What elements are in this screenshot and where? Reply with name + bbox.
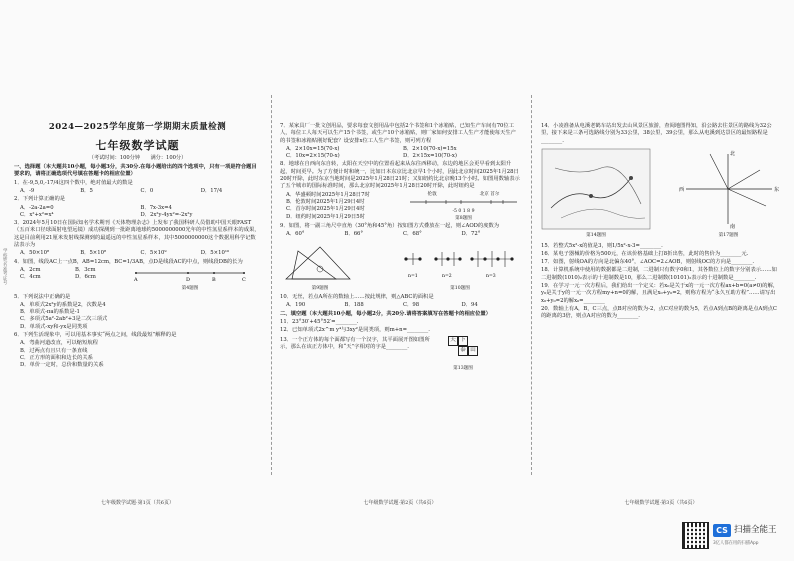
question-13: 13．一个正方体的每个面都写有一个汉字，其平面展开图如图所示，那么在该正方体中，和“天”字相对的字是________. <box>280 336 430 350</box>
pattern-diagram <box>400 241 520 283</box>
option: A．2×10x=15(70-x) <box>286 145 340 152</box>
option: C．5×10⁹ <box>140 250 167 257</box>
question-2-options <box>14 205 261 220</box>
option: C．正方形的面积和边长的关系 <box>20 354 93 361</box>
figure-9-caption: 第9题图 <box>311 285 329 291</box>
option: B．过两点有且只有一条直线 <box>20 347 88 354</box>
question-18: 18．计算机系统中使用的数据都是二进制，二进制只有数字0和1，其各数位上的数字分别表示……如二进制数(1010)₂表示的十进制数是10，那么二进制数(10101)₂表示的十进制数是________. <box>541 267 777 281</box>
option: D．6cm <box>75 274 96 281</box>
pattern-label: n=2 <box>442 273 452 279</box>
section-2-heading: 二、填空题（本大题共10小题，每小题2分，共20分.请将答案填写在答题卡的相应位置） <box>280 310 491 317</box>
option: C．98 <box>403 302 420 309</box>
option: C．4cm <box>20 274 41 281</box>
option: D．5×10¹⁰ <box>200 250 230 257</box>
question-4-body <box>14 267 261 293</box>
question-5-options <box>14 302 261 331</box>
question-12: 12．已知单项式2x^m y⁴与3xy²是同类项，则m+n=________. <box>280 327 430 334</box>
compass-diagram <box>676 148 781 230</box>
question-13-body <box>280 336 520 372</box>
question-10: 10．无丝，若点A所在的数轴上……按此规律，则△ABC的面积是 <box>280 294 434 301</box>
question-5: 5．下列说法中正确的是 <box>14 293 71 300</box>
option: B．2×10(70-x)=15x <box>403 145 457 152</box>
option: B．5 <box>80 187 93 194</box>
figure-13 <box>448 336 478 372</box>
figure-13-caption: 第13题图 <box>453 365 473 371</box>
question-4-options <box>14 267 130 282</box>
option: B．66° <box>344 231 364 238</box>
option: A．190 <box>286 302 306 309</box>
camscanner-tagline: 3亿人都在用的扫描App <box>713 541 759 546</box>
figure-17 <box>676 148 781 240</box>
option: C．68° <box>403 231 422 238</box>
option: C．多项式5a²-2ab²+3是二次三项式 <box>20 316 108 323</box>
cube-net <box>448 336 478 366</box>
option: D．2×15x=10(70-x) <box>403 153 457 160</box>
option: C．x²+x²=x⁴ <box>20 211 54 218</box>
number-line <box>406 198 521 206</box>
option: D．94 <box>461 302 478 309</box>
section-1-heading: 一、选择题（本大题共10小题，每小题3分，共30分.在每小题给出的四个选项中，只有一项是符合题目要求的，请将正确选项代号填在答题卡的相应位置） <box>14 164 257 178</box>
point-label: B <box>212 276 216 283</box>
number-line-ticks: -5 0 1 8 9 <box>452 209 475 215</box>
exam-title: 2024—2025学年度第一学期期末质量检测 <box>48 122 227 132</box>
question-3-options <box>14 250 261 257</box>
question-8: 8．地球在自西向东自转，太阳在天空中的位置看起来从东往西移动，东边的地区会更早看到太阳升起，时间更早。为了方便计时和统一，比如日本东京比北京早1个小时，因此北京时间2025年1月28日20时开除，此时东京当地时间是2025年1月28日21时；又如纽约比北京晚13个小时。如图用数轴表示了五个城市的国际标准时间，那么北京时间2025年1月28日20时开除，此时纽约是 <box>280 161 520 190</box>
column-separator <box>531 95 532 475</box>
point-label: C <box>242 276 246 283</box>
question-6: 6．下列生活现象中，可以用基本事实“两点之间，线段最短”解释的是 <box>14 332 177 339</box>
option: B．单项式-πa的系数是-1 <box>20 309 80 316</box>
page-footer: 七年级数学试题·第2页（共6页） <box>363 500 437 507</box>
option: A．单项式2x²y的系数是2，次数是4 <box>20 301 106 308</box>
binding-margin-text: 学校姓名准考证号 <box>3 249 8 287</box>
option: D．单项式-xy和-yx是同类项 <box>20 323 88 330</box>
option: D．2x²y-4yx²=-2x²y <box>140 211 193 218</box>
page-2 <box>280 0 520 561</box>
figure-8-caption: 第8题图 <box>455 215 472 221</box>
option: A．-9 <box>20 187 35 194</box>
pattern-label: n=3 <box>486 273 496 279</box>
question-9-options <box>280 231 520 238</box>
figures-14-17 <box>541 148 781 240</box>
figure-8 <box>406 192 521 222</box>
page-1 <box>14 0 261 561</box>
option: B．伦敦时间2025年1月29日4时 <box>286 198 365 205</box>
question-9: 9．如图，将一副三角尺中直角（30°角和45°角）按如图方式叠放在一起，则∠AOD的度数为 <box>280 222 500 229</box>
route-map <box>541 148 651 230</box>
question-1-options <box>14 188 261 195</box>
direction-label: 南 <box>730 223 736 230</box>
question-2: 2．下列计算正确的是 <box>14 196 66 203</box>
option: A．弯曲河道改直，可以缩短航程 <box>20 340 98 347</box>
question-3: 3．2024年5月10日在国际知名学术期刊《天体物理杂志》上发布了我国科研人员借助中国天眼FAST（五百米口径球面射电望远镜）成功探测到一批距离地球约5000000000光年的中性氢星系样本的成果，这是目前利用21厘米发射线探测到的最遥远的中性氢星系样本，其中5000000000这个数据用科学记数法表示为 <box>14 220 260 249</box>
option: A．60° <box>286 231 305 238</box>
option: B．3cm <box>75 266 96 273</box>
option: B．7x-3x=4 <box>140 204 172 211</box>
question-7: 7．某家具厂一批文创用品，要求每套文创用品中包括2个书签和1个冰箱贴，已知生产车间有70位工人，每位工人每天可以生产15个书签，或生产10个冰箱贴，则厂家如何安排工人生产才能使每天生产的书签和冰箱贴刚好配套？设安排x位工人生产书签，则可列方程 <box>280 123 516 144</box>
point-label: D <box>186 276 191 283</box>
question-17: 17．如图，射线OA的方向是北偏东40°，∠AOC=2∠AOB，则射线OC的方向是________. <box>541 259 755 266</box>
camscanner-logo: CS <box>713 524 731 537</box>
option: A．-2a-2a=0 <box>20 204 54 211</box>
figure-4-caption: 第4题图 <box>181 286 199 292</box>
direction-label: 北 <box>730 150 736 157</box>
direction-label: 东 <box>774 186 780 193</box>
page-footer: 七年级数学试题·第3页（共6页） <box>624 500 698 507</box>
figure-14-caption: 第14题图 <box>586 233 606 239</box>
exam-meta: （考试时间：100分钟 满分：100分） <box>88 154 187 161</box>
cube-face: 天 <box>448 336 458 346</box>
question-4: 4．如图，线段AC上一点B，AB=12cm，BC=1/3AB，点D是线段AC的中点，则线段DB的长为 <box>14 258 243 265</box>
figure-17-caption: 第17题图 <box>718 233 739 239</box>
triangle-rulers-diagram <box>280 241 360 283</box>
pattern-label: n=1 <box>408 273 418 279</box>
point-label: A <box>134 276 138 283</box>
page-3 <box>541 0 781 561</box>
option: C．0 <box>140 187 154 194</box>
question-15: 15．若整式5x²-x的值是3，则1/5x²-x-3=________. <box>541 242 663 249</box>
question-8-body <box>280 192 520 222</box>
question-14: 14．小凌准备从电溪老鹤车站出发去山风景区旅游，查阅地图得知，沿公路去往景区的路线为32公里，接下来是三条可选路线分别为33公里，38公里，39公里，那么从电溪到达景区的最短路程是________. <box>541 123 772 144</box>
option: A．华盛顿时间2025年1月28日7时 <box>286 191 370 198</box>
question-20: 20．数轴上有A，B，C三点，点B对应的数为-2，点C对应的数为5，若点A到点B的距离是点A到点C的距离的3倍，则点A对应的数为________. <box>541 305 777 320</box>
figure-4 <box>130 267 250 293</box>
question-11: 11．23°30′+45°52′=________. <box>280 319 359 326</box>
figure-9 <box>280 241 360 293</box>
option: D．单价一定时，总价和数量的关系 <box>20 362 104 369</box>
figures-9-10 <box>280 241 520 293</box>
question-19: 19．在学习一元一次方程后，我们给出一个定义：若x₀是关于x的一元一次方程ax+b=0(a≠0)的解，y₀是关于y的一元一次方程my+n=0的解，且满足x₀+y₀=2，则称方程为“永久互助方程”……请写出x₀+y₀=2的解x₀=________ <box>541 283 779 304</box>
question-16: 16．某电子器械的价格为500元，在该价格基础上打8折出售，此时的售价为________元. <box>541 250 749 257</box>
figure-10-caption: 第10题图 <box>450 285 470 291</box>
question-1: 1．在-9,5,0,-17/4这四个数中，绝对值最大的数是 <box>14 179 133 186</box>
exam-subject: 七年级数学试题 <box>95 138 180 152</box>
cube-face: 山 <box>468 346 478 356</box>
camscanner-name: 扫描全能王 <box>734 525 777 535</box>
page-footer: 七年级数学试题·第1页（共6页） <box>101 500 174 507</box>
option: B．188 <box>344 302 364 309</box>
figure-14 <box>541 148 651 240</box>
qr-code <box>682 522 709 549</box>
option: D．72° <box>461 231 481 238</box>
line-segment-diagram <box>130 267 250 283</box>
question-7-options <box>280 146 520 161</box>
question-10-options <box>280 302 520 309</box>
timezone-cities: 伦敦 北京 首尔 <box>427 191 500 197</box>
option: A．50×10⁸ <box>20 250 50 257</box>
option: C．10x=2×15(70-x) <box>286 153 340 160</box>
question-6-options <box>14 340 261 369</box>
option: D．纽约时间2025年1月29日5时 <box>286 213 365 220</box>
option: B．5×10⁸ <box>80 250 107 257</box>
option: C．首尔时间2025年1月29日4时 <box>286 206 365 213</box>
direction-label: 西 <box>679 186 685 193</box>
cube-face: 泰 <box>458 346 468 356</box>
figure-10 <box>400 241 520 293</box>
option: A．2cm <box>20 266 41 273</box>
cube-face: 下 <box>458 336 468 346</box>
option: D．17/4 <box>200 187 223 194</box>
column-separator <box>271 95 272 475</box>
question-8-options <box>280 192 406 222</box>
